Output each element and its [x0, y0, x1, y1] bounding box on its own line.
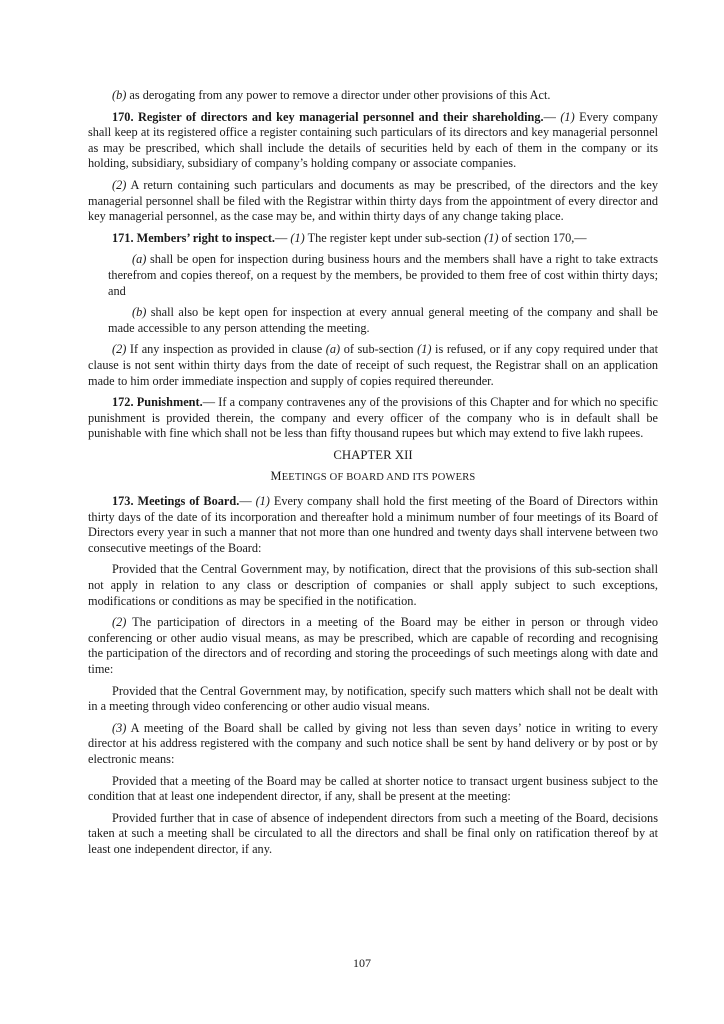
section-173-2: [88, 615, 658, 677]
subsection-label: (1): [560, 109, 575, 124]
section-173-proviso-3: Provided that a meeting of the Board may be called at shorter notice to transact urgent business subject to the condition that at least one independent director, if any, shall be present at the meeting:: [88, 773, 658, 804]
chapter-subtitle: [88, 469, 658, 486]
section-heading: 172. Punishment.: [112, 395, 203, 410]
paragraph-text: shall also be kept open for inspection at every annual general meeting of the company and shall be made accessible to any person attending the meeting.: [108, 305, 658, 335]
paragraph-text: A meeting of the Board shall be called by giving not less than seven days’ notice in writing to every director at his address registered with the company and such notice shall be sent by hand delivery or by post or by electronic means:: [88, 720, 658, 766]
paragraph-text: of sub-section: [340, 342, 418, 357]
subsection-label: (3): [112, 720, 127, 735]
subsection-ref: (1): [417, 342, 432, 357]
section-173-proviso-2: Provided that the Central Government may, by notification, specify such matters which shall not be dealt with in a meeting through video conferencing or other audio visual means.: [88, 683, 658, 714]
dash: —: [239, 494, 256, 509]
section-heading: 170. Register of directors and key managerial personnel and their shareholding.: [112, 109, 544, 124]
subsection-ref: (1): [484, 230, 499, 245]
subsection-label: (1): [255, 494, 270, 509]
subtitle-initial: M: [270, 469, 282, 484]
subtitle-rest: EETINGS OF BOARD AND ITS POWERS: [281, 472, 476, 484]
paragraph-text: The register kept under sub-section: [304, 230, 485, 245]
paragraph-text: as derogating from any power to remove a director under other provisions of this Act.: [126, 88, 551, 102]
section-heading: 173. Meetings of Board.: [112, 494, 240, 509]
paragraph-text: is refused, or if any copy required under that clause is not sent within thirty days from the date of receipt of such request, the Registrar shall on an application made to him order immediate inspection and supply of copies required thereunder.: [88, 342, 659, 388]
section-171-1a: [88, 252, 658, 299]
paragraph-text: The participation of directors in a meeting of the Board may be either in person or through video conferencing or other audio visual means, as may be prescribed, which are capable of recording and recognising the participation of the directors and of recording and storing the proceedings of such meetings along with date and time:: [88, 615, 658, 676]
subsection-label: (2): [112, 342, 127, 357]
clause-label: (a): [132, 252, 147, 267]
page-number: 107: [353, 956, 371, 970]
section-170-1: [88, 110, 658, 172]
dash: —: [202, 395, 219, 410]
dash: —: [275, 230, 291, 245]
subsection-label: (1): [290, 230, 305, 245]
paragraph-169b: [88, 88, 658, 104]
section-173-proviso-1: Provided that the Central Government may, by notification, direct that the provisions of this sub-section shall not apply in relation to any class or description of companies or shall apply subject to such exceptions, modifications or conditions as may be specified in the notification.: [88, 562, 658, 608]
section-171-2: [88, 342, 658, 389]
paragraph-text: If any inspection as provided in clause: [126, 342, 326, 357]
dash: —: [543, 109, 561, 124]
section-heading: 171. Members’ right to inspect.: [112, 230, 276, 245]
paragraph-text: If a company contravenes any of the provisions of this Chapter and for which no specific punishment is provided therein, the company and every officer of the company who is in default shall be punishable with fine which shall not be less than fifty thousand rupees but which may extend to five lakh rupees.: [88, 395, 658, 441]
paragraph-text: shall be open for inspection during business hours and the members shall have a right to take extracts therefrom and copies thereof, on a request by the members, be provided to them free of cost within thirty days; and: [108, 252, 658, 298]
paragraph-text: Every company shall hold the first meeting of the Board of Directors within thirty days of the date of its incorporation and thereafter hold a minimum number of four meetings of its Board of Directors every year in such a manner that not more than one hundred and twenty days shall intervene between two consecutive meetings of the Board:: [88, 494, 658, 555]
paragraph-text: of section 170,—: [498, 230, 587, 245]
page-content: [88, 88, 658, 864]
clause-label: (b): [112, 88, 127, 102]
section-172: [88, 395, 658, 442]
paragraph-text: Every company shall keep at its registered office a register containing such particulars of its directors and key managerial personnel as may be prescribed, which shall include the details of securities held by each of them in the company or its holding, subsidiary, subsidiary of company’s holding company or associate companies.: [88, 109, 658, 171]
clause-ref: (a): [325, 342, 341, 357]
clause-label: (b): [132, 305, 147, 320]
paragraph-text: A return containing such particulars and documents as may be prescribed, of the directors and the key managerial personnel shall be filed with the Registrar within thirty days from the appointment of every director and key managerial personnel, as the case may be, and within thirty days of any change taking place.: [88, 177, 658, 224]
section-173-1: [88, 494, 658, 556]
subsection-label: (2): [112, 177, 127, 192]
section-171-1b: [88, 305, 658, 336]
section-171-1: [88, 231, 658, 247]
section-173-proviso-4: Provided further that in case of absence of independent directors from such a meeting of the Board, decisions taken at such a meeting shall be circulated to all the directors and shall be final only on ratification thereof by at least one independent director, if any.: [88, 810, 658, 856]
chapter-title: CHAPTER XII: [333, 447, 413, 462]
section-173-3: [88, 721, 658, 768]
section-170-2: [88, 178, 658, 225]
subsection-label: (2): [112, 615, 127, 630]
